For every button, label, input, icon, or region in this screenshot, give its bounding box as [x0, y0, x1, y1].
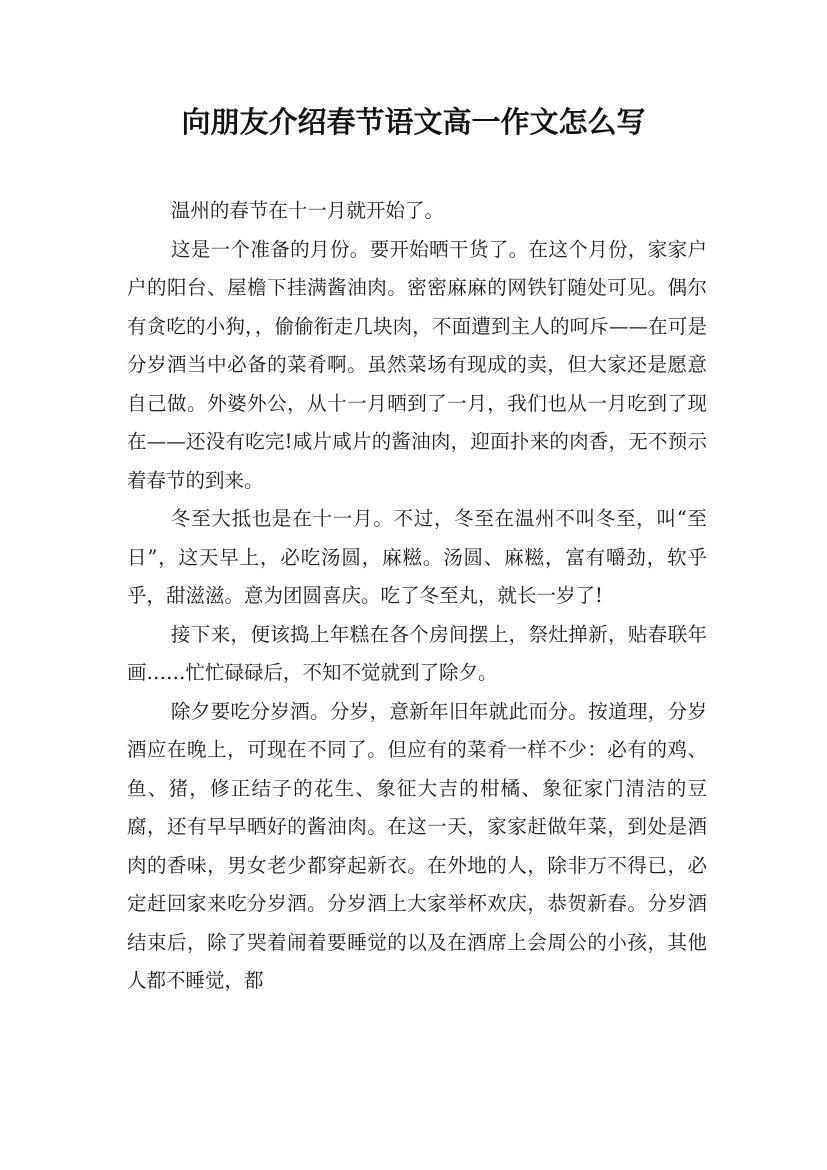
paragraph-2: 这是一个准备的月份。要开始晒干货了。在这个月份，家家户户的阳台、屋檐下挂满酱油肉。密密麻麻的网铁钉随处可见。偶尔有贪吃的小狗，，偷偷衔走几块肉，不面遭到主人的呵斥——在可是分岁酒当中必备的菜肴啊。虽然菜场有现成的卖，但大家还是愿意自己做。外婆外公，从十一月晒到了一月，我们也从一月吃到了现在——还没有吃完!咸片咸片的酱油肉，迎面扑来的肉香，无不预示着春节的到来。	[127, 237, 707, 492]
document-body	[127, 192, 707, 1001]
document-title: 向朋友介绍春节语文高一作文怎么写	[181, 105, 646, 139]
paragraph-4: 接下来，便该捣上年糕在各个房间摆上，祭灶掸新，贴春联年画……忙忙碌碌后，不知不觉就到了除夕。	[127, 622, 707, 684]
paragraph-5: 除夕要吃分岁酒。分岁，意新年旧年就此而分。按道理，分岁酒应在晚上，可现在不同了。但应有的菜肴一样不少：必有的鸡、鱼、猪，修正结子的花生、象征大吉的柑橘、象征家门清洁的豆腐，还有早早晒好的酱油肉。在这一天，家家赶做年菜，到处是酒肉的香味，男女老少都穿起新衣。在外地的人，除非万不得已，必定赶回家来吃分岁酒。分岁酒上大家举杯欢庆，恭贺新春。分岁酒结束后，除了哭着闹着要睡觉的以及在酒席上会周公的小孩，其他人都不睡觉，都	[127, 699, 707, 992]
paragraph-3: 冬至大抵也是在十一月。不过，冬至在温州不叫冬至，叫“至日”，这天早上，必吃汤圆，麻糍。汤圆、麻糍，富有嚼劲，软乎乎，甜滋滋。意为团圆喜庆。吃了冬至丸，就长一岁了!	[127, 507, 707, 607]
paragraph-1: 温州的春节在十一月就开始了。	[170, 199, 444, 222]
